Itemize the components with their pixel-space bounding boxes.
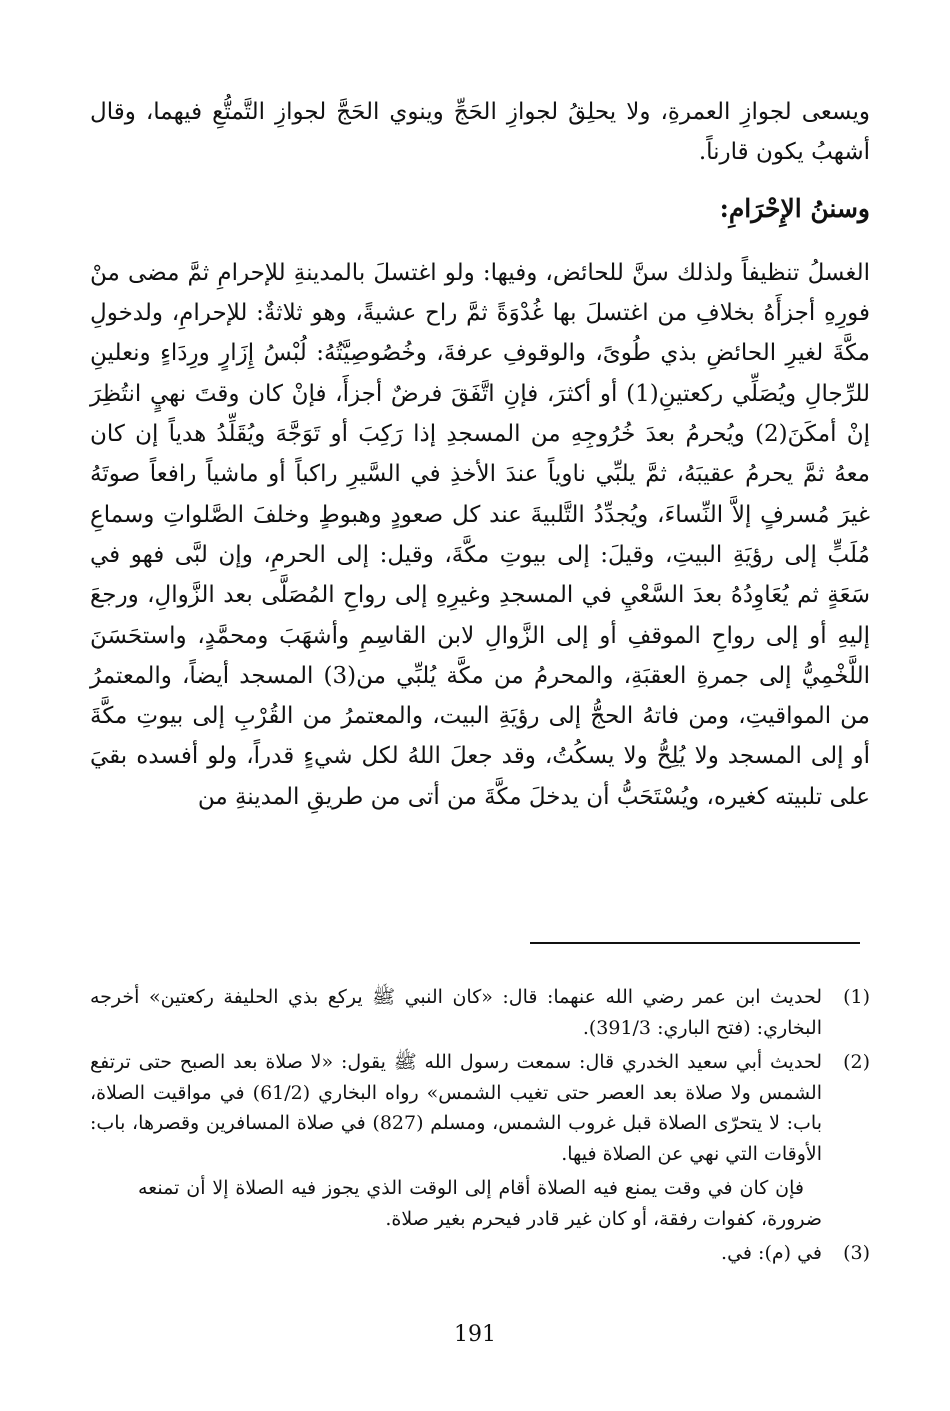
section-heading: وسننُ الإِحْرَامِ: [719, 193, 870, 223]
main-text-block [90, 92, 870, 817]
footnote-number: (3) [843, 1242, 870, 1264]
footnote-text: لحديث أبي سعيد الخدري قال: سمعت رسول الله ﷺ يقول: «لا صلاة بعد الصبح حتى ترتفع الشمس ولا صلاة بعد العصر حتى تغيب الشمس» رواه البخاري (61/2) في مواقيت الصلاة، باب: لا يتحرّى الصلاة قبل غروب الشمس، ومسلم (827) في صلاة المسافرين وقصرها، باب: الأوقات التي نهي عن الصلاة فيها. [90, 1051, 822, 1165]
footnote-number: (1) [843, 986, 870, 1008]
footnotes-block [90, 982, 870, 1273]
footnote-text: لحديث ابن عمر رضي الله عنهما: قال: «كان النبي ﷺ يركع بذي الحليفة ركعتين» أخرجه البخاري: (فتح الباري: 391/3). [90, 986, 822, 1039]
body-paragraph: الغسلُ تنظيفاً ولذلك سنَّ للحائض، وفيها: ولو اغتسلَ بالمدينةِ للإحرامِ ثمَّ مضى منْ فورِهِ أجزأَهُ بخلافِ من اغتسلَ بها غُدْوَةً ثمَّ راح عشيةً، وهو ثلاثةٌ: للإحرامِ، ولدخولِ مكَّةَ لغيرِ الحائضِ بذي طُوىً، والوقوفِ عرفةَ، وخُصُوصِيَّتُهُ: لُبْسُ إِزَارٍ ورِدَاءٍ ونعلينِ للرِّجالِ ويُصَلِّي ركعتينِ(1) أو أكثرَ، فإنِ اتَّفَقَ فرضٌ أجزأَ، فإنْ كان وقتَ نهيٍ انتُظِرَ إنْ أمكَنَ(2) ويُحرمُ بعدَ خُرُوجِهِ من المسجدِ إذا رَكِبَ أو تَوَجَّهَ ويُقَلِّدُ هدياً إن كان معهُ ثمَّ يحرمُ عقيبَهُ، ثمَّ يلبِّي ناوياً عندَ الأخذِ في السَّيرِ راكباً أو ماشياً رافعاً صوتَهُ غيرَ مُسرفٍ إلاَّ النِّساءَ، ويُجدِّدُ التَّلبيةَ عند كل صعودٍ وهبوطٍ وخلفَ الصَّلواتِ وسماعِ مُلَبٍّ إلى رؤيَةِ البيتِ، وقيلَ: إلى بيوتِ مكَّةَ، وقيل: إلى الحرمِ، وإن لبَّى فهو في سَعَةٍ ثم يُعَاوِدُهُ بعدَ السَّعْيِ في المسجدِ وغيرِهِ إلى رواحِ المُصَلَّى بعد الزَّوالِ، ورجعَ إليهِ أو إلى رواحِ الموقفِ أو إلى الزَّوالِ لابن القاسِمِ وأشهَبَ ومحمَّدٍ، واستحَسَنَ اللَّخْمِيُّ إلى جمرةِ العقبَةِ، والمحرمُ من مكَّة يُلبِّي من(3) المسجد أيضاً، والمعتمرُ من المواقيتِ، ومن فاتهُ الحجُّ إلى رؤيَةِ البيت، والمعتمرُ من القُرْبِ إلى بيوتِ مكَّةَ أو إلى المسجد ولا يُلِحُّ ولا يسكُتُ، وقد جعلَ اللهُ لكل شيءٍ قدراً، ولو أفسده بقيَ على تلبيته كغيره، ويُسْتَحَبُّ أن يدخلَ مكَّةَ من أتى من طريقِ المدينةِ من [90, 259, 871, 810]
footnote-2 [90, 1047, 870, 1169]
footnote-1 [90, 982, 870, 1043]
footnote-3 [90, 1238, 870, 1269]
page-number: 191 [454, 1322, 496, 1347]
opening-paragraph: ويسعى لجوازِ العمرةِ، ولا يحلِقُ لجوازِ الحَجِّ وينوي الحَجَّ لجوازِ التَّمتُّعِ فيهما، وقال أشهبُ يكون قارناً. [90, 99, 870, 166]
footnote-2-continuation: فإن كان في وقت يمنع فيه الصلاة أقام إلى الوقت الذي يجوز فيه الصلاة إلا أن تمنعه ضرورة، كفوات رفقة، أو كان غير قادر فيحرم بغير صلاة. [138, 1177, 822, 1230]
footnote-text: في (م): في. [721, 1242, 822, 1264]
footnote-number: (2) [843, 1051, 870, 1073]
footnote-separator [530, 942, 860, 944]
